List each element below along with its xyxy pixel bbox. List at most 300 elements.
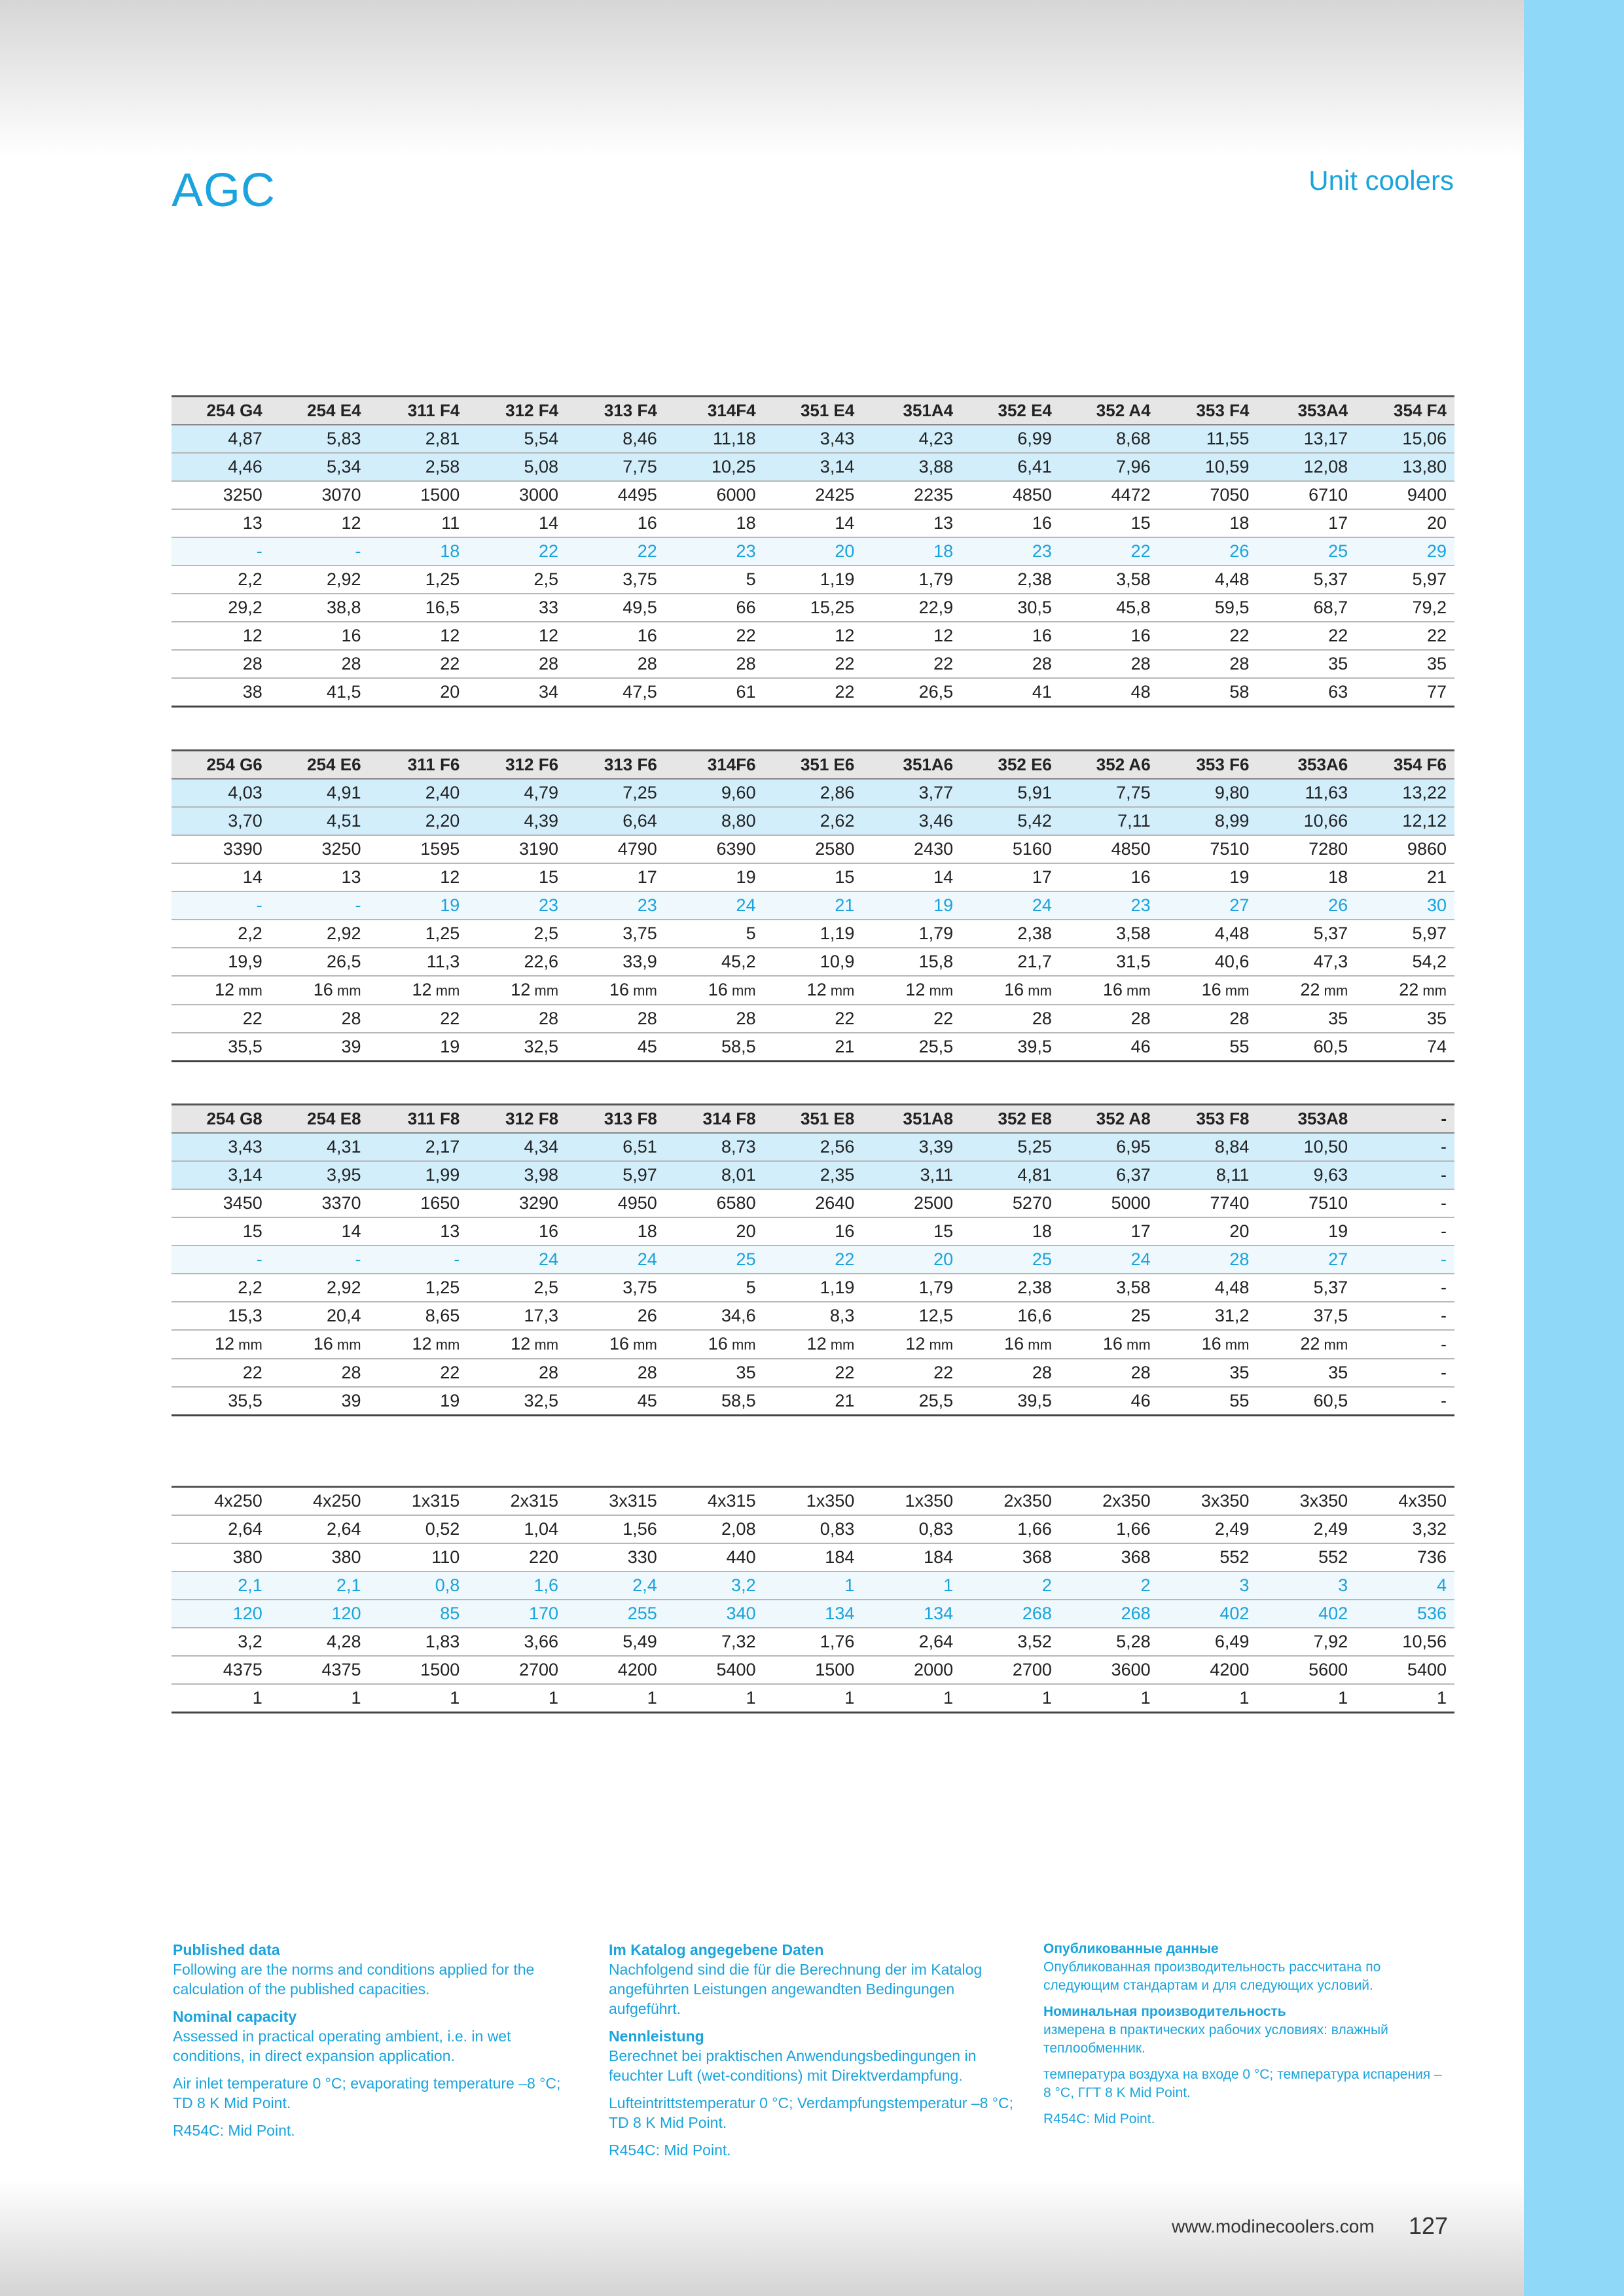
table-cell [1060, 1387, 1159, 1416]
cell-value: 6,51 [623, 1137, 657, 1157]
table-cell [171, 948, 270, 976]
cell-value: 45 [637, 1391, 657, 1410]
table-cell [566, 1246, 665, 1274]
cell-value: 5,37 [1313, 569, 1348, 589]
cell-value: 63 [1328, 682, 1348, 702]
table-cell [1060, 1161, 1159, 1189]
cell-value: 41 [1032, 682, 1052, 702]
cell-value: 2700 [1012, 1660, 1052, 1679]
cell-value: - [454, 1249, 460, 1269]
table-cell [171, 863, 270, 891]
table-cell [467, 1487, 566, 1516]
table-cell [467, 948, 566, 976]
column-header: 311 F8 [369, 1105, 468, 1134]
cell-value: 25,5 [918, 1037, 954, 1056]
cell-value: 8,01 [721, 1165, 756, 1185]
cell-value: 22 [835, 1363, 855, 1382]
table-cell [961, 1571, 1060, 1600]
table-cell [665, 1571, 764, 1600]
table-cell [1356, 1656, 1454, 1684]
table-cell [665, 1189, 764, 1217]
table-cell [862, 891, 961, 920]
table-cell [566, 622, 665, 650]
table-cell [1159, 807, 1257, 835]
unit-label: mm [925, 982, 954, 999]
column-header: - [1356, 1105, 1454, 1134]
table-cell [467, 1515, 566, 1543]
table-cell [566, 807, 665, 835]
cell-value: 28 [637, 1363, 657, 1382]
cell-value: 25 [1328, 541, 1348, 561]
table-cell [961, 594, 1060, 622]
table-cell [665, 509, 764, 537]
cell-value: 12 [933, 626, 954, 645]
table-cell [270, 678, 369, 707]
table-cell [862, 1387, 961, 1416]
table-cell [566, 1189, 665, 1217]
table-cell [171, 565, 270, 594]
note-text: Опубликованная производительность рассчитана по следующим стандартам и для следующих условий. [1043, 1960, 1381, 1993]
table-cell [369, 622, 468, 650]
cell-value: 4200 [617, 1660, 657, 1679]
table-cell [1356, 1684, 1454, 1713]
column-header: 314F4 [665, 397, 764, 425]
footer-website-link[interactable]: www.modinecoolers.com [1172, 2216, 1375, 2236]
table-row [171, 481, 1454, 509]
table-cell [665, 678, 764, 707]
table-cell [862, 1133, 961, 1161]
cell-value: 22 [835, 1249, 855, 1269]
column-header: 254 G6 [171, 751, 270, 780]
table-cell [566, 1005, 665, 1033]
table-cell [1060, 948, 1159, 976]
spec-table-fans [171, 1486, 1454, 1713]
cell-value: 22 [637, 541, 657, 561]
cell-value: 16 [1130, 626, 1151, 645]
cell-value: 16 [1102, 980, 1123, 999]
cell-value: 54,2 [1412, 952, 1447, 971]
table-cell [1257, 622, 1356, 650]
table-cell [1257, 1161, 1356, 1189]
cell-value: 4,48 [1214, 569, 1250, 589]
table-cell [1356, 920, 1454, 948]
cell-value: 1,6 [533, 1575, 559, 1595]
cell-value: 1,25 [425, 924, 460, 943]
cell-value: 18 [1328, 867, 1348, 887]
table-cell [1060, 481, 1159, 509]
column-header: 352 E4 [961, 397, 1060, 425]
cell-value: 1 [1041, 1688, 1052, 1708]
table-cell [171, 1189, 270, 1217]
table-cell [665, 1515, 764, 1543]
cell-value: 6,49 [1214, 1632, 1250, 1651]
cell-value: 20 [736, 1221, 756, 1241]
table-row [171, 509, 1454, 537]
table-cell [764, 1005, 863, 1033]
table-cell [270, 650, 369, 678]
cell-value: 12 [412, 980, 432, 999]
cell-value: 1650 [420, 1193, 460, 1213]
table-cell [369, 1302, 468, 1330]
cell-value: 16 [313, 980, 333, 999]
table-cell [862, 650, 961, 678]
unit-label: mm [1024, 982, 1052, 999]
table-cell [665, 1302, 764, 1330]
cell-value: 19,9 [228, 952, 262, 971]
table-row [171, 1133, 1454, 1161]
table-cell [1159, 453, 1257, 481]
table-cell [764, 1330, 863, 1359]
cell-value: 28 [1229, 654, 1250, 673]
cell-value: 34,6 [721, 1306, 756, 1325]
cell-value: 85 [440, 1604, 460, 1623]
cell-value: 26 [637, 1306, 657, 1325]
table-cell [369, 1387, 468, 1416]
cell-value: 8,11 [1216, 1165, 1250, 1185]
table-cell [1356, 453, 1454, 481]
table-row [171, 920, 1454, 948]
column-header: 351 E6 [764, 751, 863, 780]
table-cell [1159, 481, 1257, 509]
table-cell [467, 1600, 566, 1628]
cell-value: 2,49 [1214, 1519, 1250, 1539]
note-heading: Published data [173, 1941, 280, 1958]
table-cell [862, 779, 961, 807]
table-cell [467, 920, 566, 948]
note-heading: Nominal capacity [173, 2008, 297, 2025]
cell-value: 22 [242, 1009, 262, 1028]
table-header-row [171, 397, 1454, 425]
cell-value: 58,5 [721, 1037, 756, 1056]
table-cell [566, 481, 665, 509]
cell-value: 28 [736, 654, 756, 673]
cell-value: 402 [1219, 1604, 1250, 1623]
table-cell [1060, 1274, 1159, 1302]
cell-value: 1,99 [425, 1165, 460, 1185]
unit-label: mm [826, 982, 855, 999]
table-row [171, 863, 1454, 891]
cell-value: 10,50 [1303, 1137, 1348, 1157]
cell-value: 1595 [420, 839, 460, 859]
table-cell [764, 509, 863, 537]
cell-value: 24 [736, 895, 756, 915]
table-cell [961, 1628, 1060, 1656]
table-row [171, 537, 1454, 565]
table-cell [862, 509, 961, 537]
table-cell [1060, 1600, 1159, 1628]
cell-value: 18 [637, 1221, 657, 1241]
table-cell [1159, 1600, 1257, 1628]
cell-value: 5,37 [1313, 1278, 1348, 1297]
cell-value: 1 [844, 1688, 855, 1708]
cell-value: 2700 [518, 1660, 559, 1679]
table-cell [171, 1515, 270, 1543]
table-cell [270, 891, 369, 920]
cell-value: 20 [1426, 513, 1447, 533]
cell-value: 29 [1426, 541, 1447, 561]
table-cell [369, 1359, 468, 1387]
table-cell [369, 1189, 468, 1217]
table-cell [665, 425, 764, 453]
table-cell [171, 1133, 270, 1161]
table-cell [467, 1133, 566, 1161]
column-header: 254 G4 [171, 397, 270, 425]
table-cell [764, 807, 863, 835]
cell-value: 22 [1300, 980, 1320, 999]
cell-value: 8,65 [425, 1306, 460, 1325]
cell-value: 39,5 [1017, 1391, 1052, 1410]
cell-value: 2640 [815, 1193, 855, 1213]
table-cell [665, 1600, 764, 1628]
cell-value: 7510 [1308, 1193, 1348, 1213]
cell-value: 2,92 [326, 569, 361, 589]
cell-value: 2,40 [425, 783, 460, 802]
cell-value: 22 [242, 1363, 262, 1382]
cell-value: 3,66 [524, 1632, 559, 1651]
cell-value: 3,14 [820, 457, 855, 476]
cell-value: 3250 [223, 485, 262, 505]
column-header: 254 E4 [270, 397, 369, 425]
cell-value: 2,5 [533, 924, 559, 943]
table-cell [862, 565, 961, 594]
table-row [171, 1217, 1454, 1246]
table-cell [171, 835, 270, 863]
table-cell [369, 1628, 468, 1656]
spec-table-8pole [171, 1103, 1454, 1416]
cell-value: 2,64 [228, 1519, 262, 1539]
table-cell [270, 1515, 369, 1543]
cell-value: 3,58 [1116, 1278, 1151, 1297]
table-cell [1356, 678, 1454, 707]
cell-value: 3250 [321, 839, 361, 859]
cell-value: 3,32 [1412, 1519, 1447, 1539]
cell-value: 4790 [617, 839, 657, 859]
cell-value: 3 [1239, 1575, 1250, 1595]
table-cell [467, 1387, 566, 1416]
cell-value: 1,25 [425, 1278, 460, 1297]
cell-value: 6,41 [1017, 457, 1052, 476]
cell-value: 28 [539, 654, 559, 673]
table-cell [1159, 1246, 1257, 1274]
table-cell [1060, 863, 1159, 891]
cell-value: 14 [933, 867, 954, 887]
column-header: 351 E8 [764, 1105, 863, 1134]
table-row [171, 565, 1454, 594]
cell-value: 17 [1328, 513, 1348, 533]
column-header: 354 F4 [1356, 397, 1454, 425]
cell-value: 47,3 [1313, 952, 1348, 971]
table-cell [171, 537, 270, 565]
table-cell [961, 1005, 1060, 1033]
table-cell [1159, 678, 1257, 707]
table-cell [665, 1628, 764, 1656]
cell-value: 18 [933, 541, 954, 561]
table-cell [961, 1302, 1060, 1330]
table-cell [270, 1571, 369, 1600]
cell-value: - [1441, 1306, 1447, 1325]
cell-value: 4,87 [228, 429, 262, 448]
cell-value: 268 [1022, 1604, 1052, 1623]
cell-value: 16 [637, 513, 657, 533]
cell-value: 16 [1130, 867, 1151, 887]
cell-value: - [1441, 1221, 1447, 1241]
table-cell [1060, 1684, 1159, 1713]
table-cell [369, 453, 468, 481]
table-row [171, 1246, 1454, 1274]
cell-value: 8,99 [1214, 811, 1250, 831]
cell-value: 39 [341, 1391, 361, 1410]
cell-value: 255 [627, 1604, 657, 1623]
cell-value: 20 [933, 1249, 954, 1269]
table-cell [961, 1246, 1060, 1274]
table-cell [665, 835, 764, 863]
cell-value: 37,5 [1313, 1306, 1348, 1325]
table-cell [467, 1543, 566, 1571]
note-text: Assessed in practical operating ambient, i.e. in wet conditions, in direct expansion application. [173, 2028, 511, 2064]
table-cell [961, 948, 1060, 976]
table-cell [467, 1302, 566, 1330]
cell-value: - [355, 895, 361, 915]
table-cell [270, 1133, 369, 1161]
column-header: 314F6 [665, 751, 764, 780]
cell-value: 14 [835, 513, 855, 533]
cell-value: 8,84 [1214, 1137, 1250, 1157]
table-cell [566, 948, 665, 976]
cell-value: 1 [746, 1688, 756, 1708]
cell-value: 66 [736, 598, 756, 617]
table-cell [1356, 1302, 1454, 1330]
cell-value: 3000 [518, 485, 559, 505]
table-header-row [171, 1105, 1454, 1134]
column-header: 311 F4 [369, 397, 468, 425]
cell-value: 29,2 [228, 598, 262, 617]
table-cell [1356, 1359, 1454, 1387]
table-cell [1060, 891, 1159, 920]
table-cell [467, 1628, 566, 1656]
cell-value: - [355, 541, 361, 561]
table-cell [1159, 1487, 1257, 1516]
table-cell [1356, 481, 1454, 509]
table-cell [369, 1543, 468, 1571]
cell-value: 25 [1130, 1306, 1151, 1325]
table-cell [467, 779, 566, 807]
table-cell [270, 622, 369, 650]
table-cell [467, 863, 566, 891]
table-row [171, 976, 1454, 1005]
table-cell [1060, 622, 1159, 650]
column-header: 353 F4 [1159, 397, 1257, 425]
cell-value: 24 [1130, 1249, 1151, 1269]
table-cell [1159, 948, 1257, 976]
cell-value: 40,6 [1214, 952, 1250, 971]
cell-value: 19 [1229, 867, 1250, 887]
table-cell [1159, 425, 1257, 453]
unit-label: mm [234, 1336, 262, 1353]
cell-value: 16 [835, 1221, 855, 1241]
cell-value: 12 [806, 980, 827, 999]
cell-value: 1 [252, 1688, 262, 1708]
cell-value: 55 [1229, 1037, 1250, 1056]
cell-value: 18 [1032, 1221, 1052, 1241]
cell-value: 8,68 [1116, 429, 1151, 448]
table-cell [1356, 1600, 1454, 1628]
table-cell [1159, 1628, 1257, 1656]
cell-value: 7050 [1210, 485, 1250, 505]
table-cell [1257, 1656, 1356, 1684]
table-cell [665, 565, 764, 594]
cell-value: 12 [835, 626, 855, 645]
cell-value: 38,8 [326, 598, 361, 617]
cell-value: 23 [1032, 541, 1052, 561]
cell-value: 28 [1229, 1249, 1250, 1269]
cell-value: 1 [1338, 1688, 1348, 1708]
unit-label: mm [1024, 1336, 1052, 1353]
table-cell [1356, 1005, 1454, 1033]
table-cell [1060, 1543, 1159, 1571]
cell-value: 4375 [321, 1660, 361, 1679]
cell-value: 12,08 [1303, 457, 1348, 476]
table-cell [1159, 1387, 1257, 1416]
cell-value: 2,38 [1017, 924, 1052, 943]
cell-value: 5,28 [1116, 1632, 1151, 1651]
table-cell [1060, 1246, 1159, 1274]
cell-value: 1 [1436, 1688, 1447, 1708]
cell-value: 1 [549, 1688, 559, 1708]
cell-value: 16 [609, 1334, 630, 1354]
cell-value: 16 [609, 980, 630, 999]
cell-value: 110 [431, 1547, 460, 1567]
cell-value: 1,79 [918, 569, 954, 589]
page-title: AGC [171, 164, 276, 217]
table-cell [764, 1543, 863, 1571]
table-cell [1257, 1515, 1356, 1543]
cell-value: 4,39 [524, 811, 559, 831]
table-cell [1060, 1359, 1159, 1387]
table-cell [1356, 807, 1454, 835]
cell-value: 2,64 [326, 1519, 361, 1539]
cell-value: 2,20 [425, 811, 460, 831]
table-cell [961, 453, 1060, 481]
cell-value: 170 [529, 1604, 559, 1623]
cell-value: 134 [924, 1604, 954, 1623]
table-cell [764, 948, 863, 976]
table-cell [961, 1189, 1060, 1217]
table-cell [566, 1217, 665, 1246]
cell-value: 60,5 [1313, 1391, 1348, 1410]
table-cell [862, 622, 961, 650]
cell-value: 28 [539, 1363, 559, 1382]
cell-value: 9,60 [721, 783, 756, 802]
table-cell [171, 481, 270, 509]
table-row [171, 807, 1454, 835]
note-heading: Im Katalog angegebene Daten [609, 1941, 824, 1958]
cell-value: 4850 [1111, 839, 1151, 859]
cell-value: 6,64 [623, 811, 657, 831]
table-cell [1356, 509, 1454, 537]
table-cell [369, 650, 468, 678]
table-cell [862, 1302, 961, 1330]
note-text: измерена в практических рабочих условиях: влажный теплообменник. [1043, 2022, 1388, 2056]
unit-label: mm [530, 1336, 559, 1353]
column-header: 312 F8 [467, 1105, 566, 1134]
table-cell [1356, 835, 1454, 863]
table-cell [1257, 1600, 1356, 1628]
unit-label: mm [333, 982, 361, 999]
cell-value: 26 [1328, 895, 1348, 915]
cell-value: 4,28 [326, 1632, 361, 1651]
cell-value: 2425 [815, 485, 855, 505]
table-cell [1257, 835, 1356, 863]
